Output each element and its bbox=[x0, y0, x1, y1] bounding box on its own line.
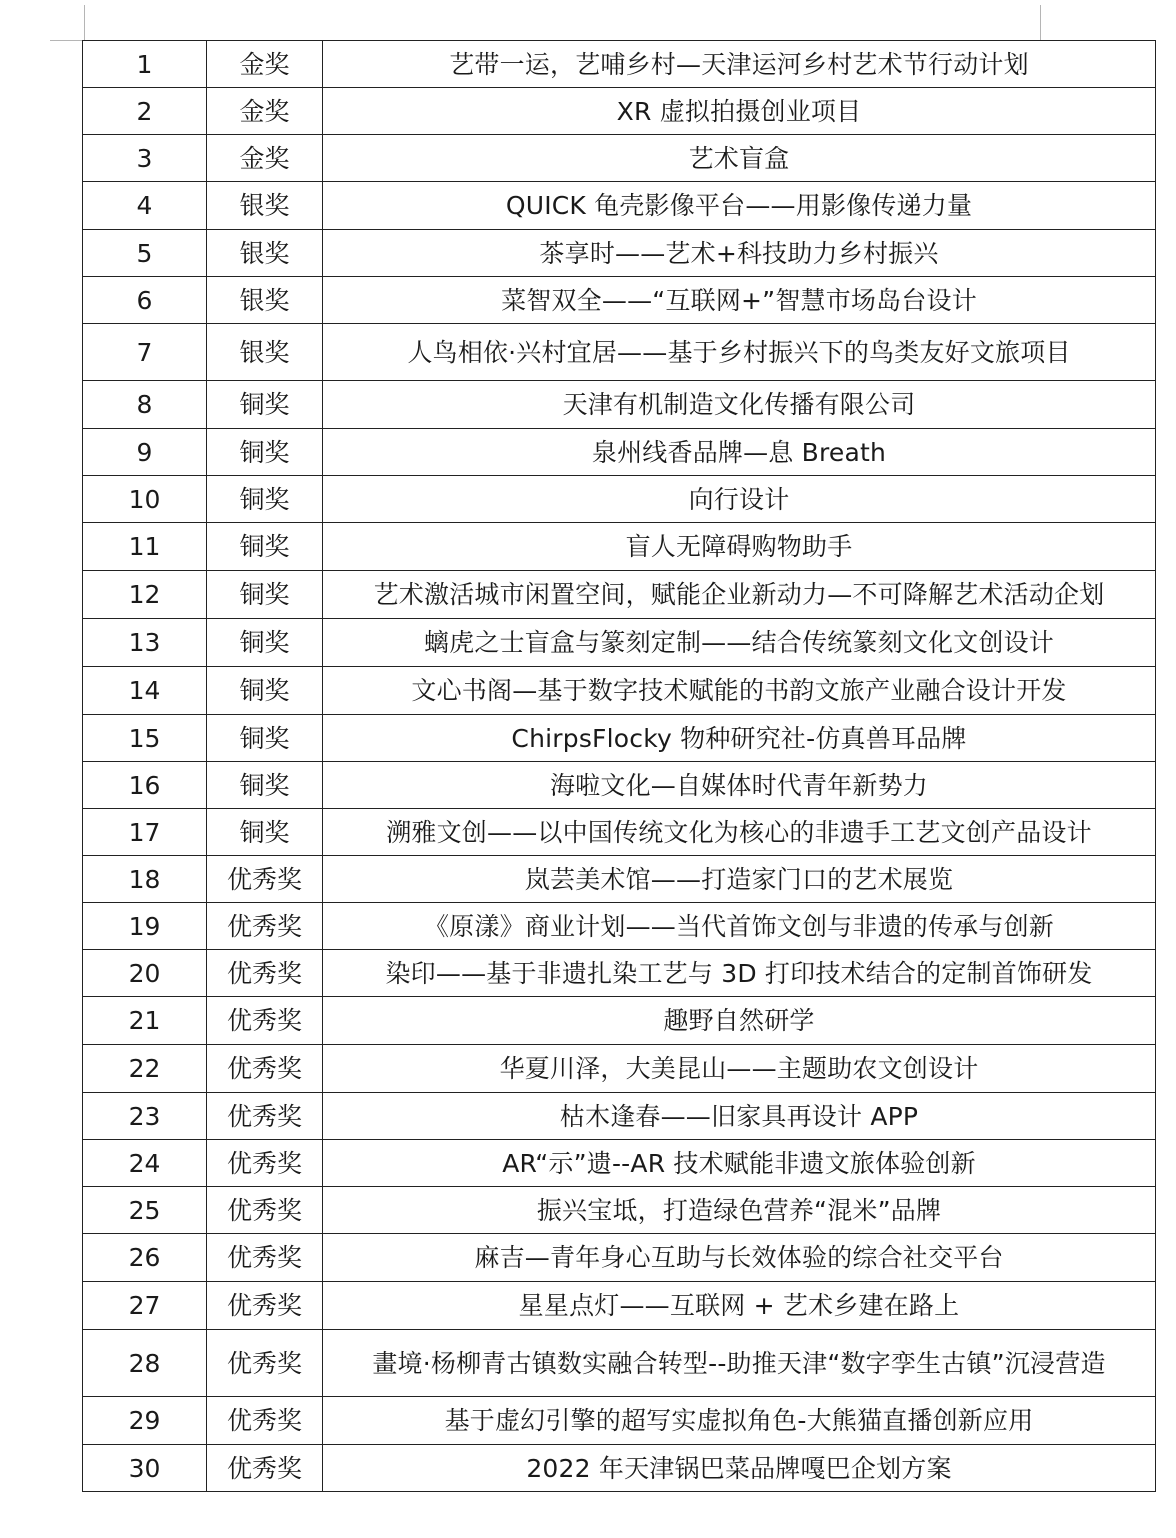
row-number-cell: 15 bbox=[83, 715, 207, 762]
table-row bbox=[83, 667, 1156, 715]
project-name-cell: 向行设计 bbox=[323, 476, 1156, 523]
row-number-cell: 3 bbox=[83, 135, 207, 182]
awards-table-body bbox=[83, 41, 1156, 1492]
award-level-cell: 铜奖 bbox=[207, 571, 323, 619]
project-name-cell: XR 虚拟拍摄创业项目 bbox=[323, 88, 1156, 135]
row-number-cell: 14 bbox=[83, 667, 207, 715]
project-name-cell: AR“示”遗--AR 技术赋能非遗文旅体验创新 bbox=[323, 1140, 1156, 1187]
row-number-cell: 8 bbox=[83, 381, 207, 429]
project-name-cell: 艺术激活城市闲置空间，赋能企业新动力—不可降解艺术活动企划 bbox=[323, 571, 1156, 619]
project-name-cell: 畫境·杨柳青古镇数实融合转型--助推天津“数字孪生古镇”沉浸营造 bbox=[323, 1330, 1156, 1397]
award-level-cell: 优秀奖 bbox=[207, 1045, 323, 1093]
award-level-cell: 优秀奖 bbox=[207, 1234, 323, 1282]
project-name-cell: 麻吉—青年身心互助与长效体验的综合社交平台 bbox=[323, 1234, 1156, 1282]
award-level-cell: 金奖 bbox=[207, 135, 323, 182]
table-row bbox=[83, 88, 1156, 135]
row-number-cell: 7 bbox=[83, 324, 207, 381]
table-row bbox=[83, 809, 1156, 856]
row-number-cell: 27 bbox=[83, 1282, 207, 1330]
table-row bbox=[83, 381, 1156, 429]
award-level-cell: 优秀奖 bbox=[207, 1140, 323, 1187]
award-level-cell: 优秀奖 bbox=[207, 903, 323, 950]
award-level-cell: 金奖 bbox=[207, 88, 323, 135]
table-row bbox=[83, 429, 1156, 476]
table-row bbox=[83, 997, 1156, 1045]
row-number-cell: 29 bbox=[83, 1397, 207, 1445]
row-number-cell: 5 bbox=[83, 230, 207, 277]
row-number-cell: 26 bbox=[83, 1234, 207, 1282]
project-name-cell: 泉州线香品牌—息 Breath bbox=[323, 429, 1156, 476]
project-name-cell: 人鸟相依·兴村宜居——基于乡村振兴下的鸟类友好文旅项目 bbox=[323, 324, 1156, 381]
table-row bbox=[83, 277, 1156, 324]
table-row bbox=[83, 230, 1156, 277]
row-number-cell: 17 bbox=[83, 809, 207, 856]
award-level-cell: 铜奖 bbox=[207, 762, 323, 809]
award-level-cell: 铜奖 bbox=[207, 476, 323, 523]
project-name-cell: 茶享时——艺术+科技助力乡村振兴 bbox=[323, 230, 1156, 277]
row-number-cell: 30 bbox=[83, 1445, 207, 1492]
award-level-cell: 铜奖 bbox=[207, 715, 323, 762]
award-level-cell: 银奖 bbox=[207, 324, 323, 381]
table-row bbox=[83, 571, 1156, 619]
table-row bbox=[83, 523, 1156, 571]
row-number-cell: 19 bbox=[83, 903, 207, 950]
row-number-cell: 1 bbox=[83, 41, 207, 88]
table-row bbox=[83, 762, 1156, 809]
table-row bbox=[83, 1282, 1156, 1330]
award-level-cell: 优秀奖 bbox=[207, 997, 323, 1045]
table-row bbox=[83, 182, 1156, 230]
project-name-cell: 海啦文化—自媒体时代青年新势力 bbox=[323, 762, 1156, 809]
award-level-cell: 铜奖 bbox=[207, 523, 323, 571]
award-level-cell: 优秀奖 bbox=[207, 1187, 323, 1234]
project-name-cell: 枯木逢春——旧家具再设计 APP bbox=[323, 1093, 1156, 1140]
table-row bbox=[83, 476, 1156, 523]
row-number-cell: 18 bbox=[83, 856, 207, 903]
corner-mark-right-vertical bbox=[1040, 5, 1041, 41]
award-level-cell: 铜奖 bbox=[207, 381, 323, 429]
award-level-cell: 优秀奖 bbox=[207, 950, 323, 997]
table-row bbox=[83, 1445, 1156, 1492]
award-level-cell: 铜奖 bbox=[207, 619, 323, 667]
project-name-cell: 振兴宝坻，打造绿色营养“混米”品牌 bbox=[323, 1187, 1156, 1234]
award-level-cell: 优秀奖 bbox=[207, 1093, 323, 1140]
row-number-cell: 25 bbox=[83, 1187, 207, 1234]
project-name-cell: 华夏川泽，大美昆山——主题助农文创设计 bbox=[323, 1045, 1156, 1093]
row-number-cell: 2 bbox=[83, 88, 207, 135]
award-level-cell: 铜奖 bbox=[207, 667, 323, 715]
row-number-cell: 16 bbox=[83, 762, 207, 809]
award-level-cell: 金奖 bbox=[207, 41, 323, 88]
project-name-cell: 菜智双全——“互联网+”智慧市场岛台设计 bbox=[323, 277, 1156, 324]
project-name-cell: 文心书阁—基于数字技术赋能的书韵文旅产业融合设计开发 bbox=[323, 667, 1156, 715]
table-row bbox=[83, 1187, 1156, 1234]
award-level-cell: 优秀奖 bbox=[207, 1397, 323, 1445]
row-number-cell: 11 bbox=[83, 523, 207, 571]
row-number-cell: 6 bbox=[83, 277, 207, 324]
table-row bbox=[83, 1045, 1156, 1093]
award-level-cell: 银奖 bbox=[207, 277, 323, 324]
project-name-cell: 2022 年天津锅巴菜品牌嘎巴企划方案 bbox=[323, 1445, 1156, 1492]
project-name-cell: 盲人无障碍购物助手 bbox=[323, 523, 1156, 571]
table-row bbox=[83, 1330, 1156, 1397]
project-name-cell: 染印——基于非遗扎染工艺与 3D 打印技术结合的定制首饰研发 bbox=[323, 950, 1156, 997]
row-number-cell: 13 bbox=[83, 619, 207, 667]
row-number-cell: 10 bbox=[83, 476, 207, 523]
row-number-cell: 9 bbox=[83, 429, 207, 476]
row-number-cell: 21 bbox=[83, 997, 207, 1045]
award-level-cell: 银奖 bbox=[207, 230, 323, 277]
table-row bbox=[83, 715, 1156, 762]
award-level-cell: 优秀奖 bbox=[207, 1330, 323, 1397]
award-level-cell: 铜奖 bbox=[207, 429, 323, 476]
corner-mark-left-horizontal bbox=[50, 40, 85, 41]
corner-mark-left-vertical bbox=[84, 5, 85, 41]
table-row bbox=[83, 41, 1156, 88]
project-name-cell: 溯雅文创——以中国传统文化为核心的非遗手工艺文创产品设计 bbox=[323, 809, 1156, 856]
project-name-cell: 天津有机制造文化传播有限公司 bbox=[323, 381, 1156, 429]
award-level-cell: 优秀奖 bbox=[207, 1445, 323, 1492]
project-name-cell: 艺带一运，艺哺乡村—天津运河乡村艺术节行动计划 bbox=[323, 41, 1156, 88]
project-name-cell: QUICK 龟壳影像平台——用影像传递力量 bbox=[323, 182, 1156, 230]
project-name-cell: ChirpsFlocky 物种研究社-仿真兽耳品牌 bbox=[323, 715, 1156, 762]
table-row bbox=[83, 1140, 1156, 1187]
table-row bbox=[83, 950, 1156, 997]
row-number-cell: 20 bbox=[83, 950, 207, 997]
project-name-cell: 螭虎之士盲盒与篆刻定制——结合传统篆刻文化文创设计 bbox=[323, 619, 1156, 667]
project-name-cell: 艺术盲盒 bbox=[323, 135, 1156, 182]
table-row bbox=[83, 1093, 1156, 1140]
project-name-cell: 星星点灯——互联网 + 艺术乡建在路上 bbox=[323, 1282, 1156, 1330]
row-number-cell: 22 bbox=[83, 1045, 207, 1093]
table-row bbox=[83, 619, 1156, 667]
row-number-cell: 24 bbox=[83, 1140, 207, 1187]
award-level-cell: 优秀奖 bbox=[207, 1282, 323, 1330]
table-row bbox=[83, 135, 1156, 182]
awards-table bbox=[82, 40, 1156, 1492]
table-row bbox=[83, 324, 1156, 381]
project-name-cell: 《原漾》商业计划——当代首饰文创与非遗的传承与创新 bbox=[323, 903, 1156, 950]
award-level-cell: 银奖 bbox=[207, 182, 323, 230]
table-row bbox=[83, 1397, 1156, 1445]
row-number-cell: 23 bbox=[83, 1093, 207, 1140]
project-name-cell: 岚芸美术馆——打造家门口的艺术展览 bbox=[323, 856, 1156, 903]
award-level-cell: 铜奖 bbox=[207, 809, 323, 856]
row-number-cell: 4 bbox=[83, 182, 207, 230]
table-row bbox=[83, 856, 1156, 903]
award-level-cell: 优秀奖 bbox=[207, 856, 323, 903]
project-name-cell: 基于虚幻引擎的超写实虚拟角色-大熊猫直播创新应用 bbox=[323, 1397, 1156, 1445]
table-row bbox=[83, 903, 1156, 950]
row-number-cell: 12 bbox=[83, 571, 207, 619]
row-number-cell: 28 bbox=[83, 1330, 207, 1397]
table-row bbox=[83, 1234, 1156, 1282]
project-name-cell: 趣野自然研学 bbox=[323, 997, 1156, 1045]
